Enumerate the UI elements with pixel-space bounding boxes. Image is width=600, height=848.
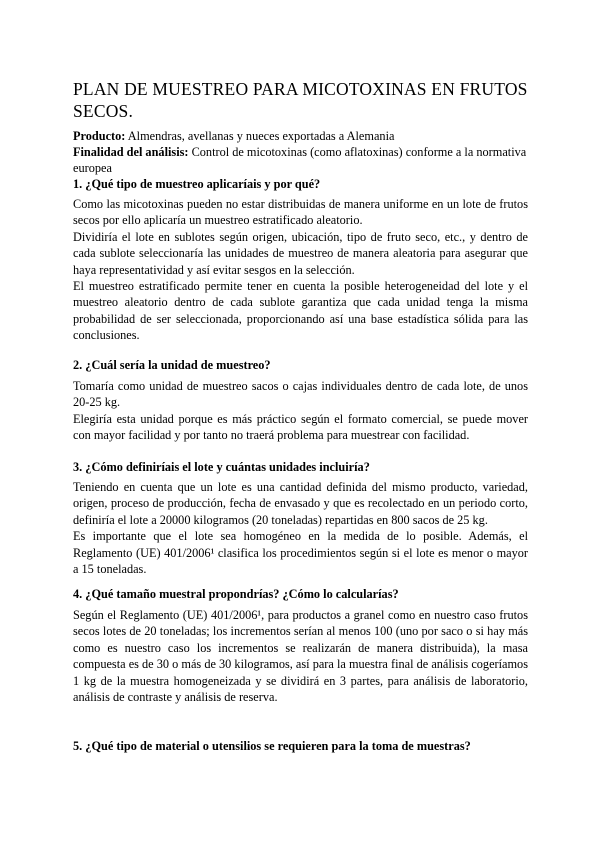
- answer-2: [73, 378, 528, 444]
- question-1-heading: 1. ¿Qué tipo de muestreo aplicaríais y por qué?: [73, 177, 321, 191]
- document-title: PLAN DE MUESTREO PARA MICOTOXINAS EN FRUTOS SECOS.: [73, 79, 528, 121]
- question-4-heading: 4. ¿Qué tamaño muestral propondrías? ¿Cómo lo calcularías?: [73, 587, 399, 601]
- answer-1-paragraph: El muestreo estratificado permite tener en cuenta la posible heterogeneidad del lote y el muestreo aleatorio dentro de cada sublote garantiza que cada unidad tenga la misma probabilidad de ser seleccionada, proporcionando así una base estadística sólida para las conclusiones.: [73, 279, 528, 343]
- answer-4-paragraph: Según el Reglamento (UE) 401/2006¹, para productos a granel como en nuestro caso frutos secos lotes de 20 toneladas; los incrementos serían al menos 100 (uno por saco o si hay más como es nuestro caso los incrementos se realizarán de manera distribuida), la masa compuesta es de 30 o más de 30 kilogramos, así para la muestra final de análisis cogeríamos 1 kg de la muestra homogeneizada y se dividirá en 3 partes, para análisis de laboratorio, análisis de contraste y análisis de reserva.: [73, 608, 528, 705]
- question-3-heading: 3. ¿Cómo definiríais el lote y cuántas unidades incluiría?: [73, 460, 370, 474]
- answer-1-paragraph: Como las micotoxinas pueden no estar distribuidas de manera uniforme en un lote de frutos secos por ello aplicaría un muestreo estratificado aleatorio.: [73, 197, 528, 228]
- purpose-value: Control de micotoxinas (como aflatoxinas) conforme a la normativa europea: [73, 145, 527, 175]
- purpose-label: Finalidad del análisis:: [73, 145, 189, 159]
- question-2-heading: 2. ¿Cuál sería la unidad de muestreo?: [73, 358, 271, 372]
- answer-3: [73, 479, 528, 577]
- product-value: Almendras, avellanas y nueces exportadas a Alemania: [125, 129, 395, 143]
- answer-1-paragraph: Dividiría el lote en sublotes según origen, ubicación, tipo de fruto seco, etc., y dentro de cada sublote seleccionaría las unidades de muestreo de manera aleatoria para asegurar que haya representatividad y así evitar sesgos en la selección.: [73, 229, 528, 277]
- answer-1: [73, 196, 528, 344]
- purpose-line: [73, 144, 528, 176]
- document-meta: [73, 128, 528, 176]
- answer-2-paragraph: Elegiría esta unidad porque es más práctico según el formato comercial, se puede mover con mayor facilidad y por tanto no traerá problema para muestrear con facilidad.: [73, 411, 528, 443]
- answer-4: [73, 607, 528, 705]
- product-label: Producto:: [73, 129, 126, 143]
- question-5-heading: 5. ¿Qué tipo de material o utensilios se requieren para la toma de muestras?: [73, 739, 471, 753]
- answer-2-paragraph: Tomaría como unidad de muestreo sacos o cajas individuales dentro de cada lote, de unos 20-25 kg.: [73, 379, 528, 410]
- answer-3-paragraph: Teniendo en cuenta que un lote es una cantidad definida del mismo producto, variedad, origen, proceso de producción, fecha de envasado y que es recolectado en un periodo corto, definiría el lote a 20000 kilogramos (20 toneladas) repartidas en 800 sacos de 25 kg.: [73, 480, 528, 527]
- product-line: [73, 128, 528, 144]
- answer-3-paragraph: Es importante que el lote sea homogéneo en la medida de lo posible. Además, el Reglamento (UE) 401/2006¹ clasifica los procedimientos según si el lote es menor o mayor a 15 toneladas.: [73, 529, 528, 577]
